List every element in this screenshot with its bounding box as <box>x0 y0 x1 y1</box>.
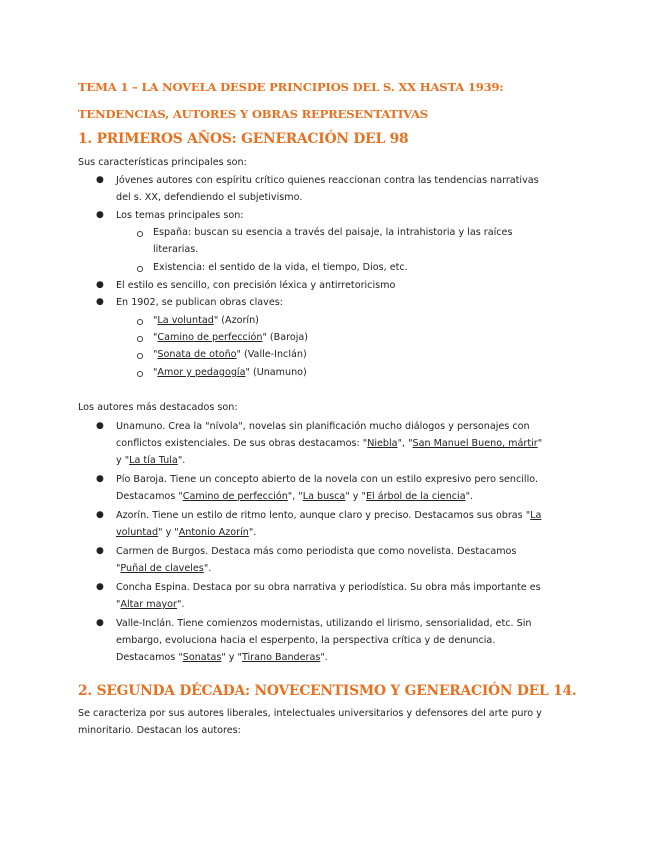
obra-title: Camino de perfección <box>157 332 263 343</box>
list-item-continuation <box>116 454 185 467</box>
obra-title: Sonata de otoño <box>157 349 237 360</box>
obra-author: (Baroja) <box>269 332 309 343</box>
obra-title: La tía Tula <box>129 455 178 466</box>
section-2-text: Se caracteriza por sus autores liberales, intelectuales universitarios y defensores del arte puro y <box>78 708 542 719</box>
obra-title: La busca <box>302 491 346 502</box>
bullet-icon: ● <box>96 421 104 431</box>
list-item-continuation: del s. XX, defendiendo el subjetivismo. <box>116 192 303 203</box>
autor-unamuno: Unamuno. Crea la "nívola", novelas sin planificación mucho diálogos y personajes con <box>116 421 530 432</box>
sub-bullet-icon <box>137 353 143 359</box>
text: ". <box>248 527 257 538</box>
sub-bullet-icon <box>137 231 143 237</box>
list-item-continuation <box>116 526 256 539</box>
obra-item: "Amor y pedagogía" (Unamuno) <box>153 367 307 378</box>
autor-baroja: Pío Baroja. Tiene un concepto abierto de la novela con un estilo expresivo pero sencillo. <box>116 474 538 485</box>
bullet-icon: ● <box>96 510 104 520</box>
text: ". <box>177 599 185 610</box>
obra-title: voluntad <box>116 527 159 538</box>
bullet-icon: ● <box>96 582 104 592</box>
obra-title: El árbol de la ciencia <box>365 491 466 502</box>
obra-title: Niebla <box>367 438 398 449</box>
obra-title: Sonatas <box>182 652 222 663</box>
obra-title: Amor y pedagogía <box>157 367 246 378</box>
autor-azorin <box>116 509 541 522</box>
autor-burgos: Carmen de Burgos. Destaca más como periodista que como novelista. Destacamos <box>116 546 517 557</box>
sub-bullet-icon <box>137 336 143 342</box>
sub-bullet-icon <box>137 371 143 377</box>
section-2-text-continuation: minoritario. Destacan los autores: <box>78 725 241 736</box>
autor-valle: Valle-Inclán. Tiene comienzos modernistas, utilizando el lirismo, sensorialidad, etc. Sin <box>116 618 532 629</box>
obra-author: (Azorín) <box>221 315 259 326</box>
sub-bullet-icon <box>137 266 143 272</box>
bullet-icon: ● <box>96 280 104 290</box>
bullet-icon: ● <box>96 175 104 185</box>
tema-heading: TEMA 1 – LA NOVELA DESDE PRINCIPIOS DEL S. XX HASTA 1939: <box>78 80 504 94</box>
text: Azorín. Tiene un estilo de ritmo lento, aunque claro y preciso. Destacamos sus obras " <box>116 510 531 521</box>
text: conflictos existenciales. De sus obras destacamos: " <box>116 438 368 449</box>
obra-title: Camino de perfección <box>182 491 288 502</box>
text: " y " <box>345 491 366 502</box>
obra-title: La voluntad <box>157 315 214 326</box>
obra-title: Puñal de claveles <box>120 563 204 574</box>
obra-title: Tirano Banderas <box>241 652 321 663</box>
section-1-intro: Sus características principales son: <box>78 157 247 168</box>
obra-author: (Unamuno) <box>252 367 307 378</box>
list-item: Los temas principales son: <box>116 210 244 221</box>
tendencias-heading: TENDENCIAS, AUTORES Y OBRAS REPRESENTATIVAS <box>78 107 428 121</box>
obra-author: (Valle-Inclán) <box>244 349 307 360</box>
list-item-continuation <box>116 598 184 611</box>
text: " <box>116 563 121 574</box>
list-item-continuation <box>116 651 328 664</box>
obra-title: San Manuel Bueno, mártir <box>412 438 538 449</box>
list-item-continuation: embargo, evoluciona hacia el esperpento, la perspectiva crítica y de denuncia. <box>116 635 496 646</box>
obra-title: Altar mayor <box>120 599 178 610</box>
autor-espina: Concha Espina. Destaca por su obra narrativa y periodística. Su obra más importante es <box>116 582 541 593</box>
autores-intro: Los autores más destacados son: <box>78 402 238 413</box>
bullet-icon: ● <box>96 546 104 556</box>
sub-list-item: Existencia: el sentido de la vida, el tiempo, Dios, etc. <box>153 262 408 273</box>
list-item-continuation <box>116 562 211 575</box>
section-1-heading: 1. PRIMEROS AÑOS: GENERACIÓN DEL 98 <box>78 131 409 147</box>
text: ". <box>177 455 186 466</box>
text: Destacamos " <box>116 491 183 502</box>
bullet-icon: ● <box>96 297 104 307</box>
text: " y " <box>221 652 242 663</box>
text: ". <box>203 563 212 574</box>
text: ". <box>465 491 474 502</box>
text: ", " <box>397 438 413 449</box>
list-item: Jóvenes autores con espíritu crítico quienes reaccionan contra las tendencias narrativas <box>116 175 539 186</box>
sub-bullet-icon <box>137 319 143 325</box>
bullet-icon: ● <box>96 618 104 628</box>
text: Destacamos " <box>116 652 183 663</box>
text: " y " <box>158 527 179 538</box>
text: ", " <box>287 491 303 502</box>
obra-item: "Camino de perfección" (Baroja) <box>153 332 309 343</box>
list-item-continuation <box>116 437 542 450</box>
obra-item: "La voluntad" (Azorín) <box>153 315 259 326</box>
obra-title: Antonio Azorín <box>178 527 249 538</box>
list-item: En 1902, se publican obras claves: <box>116 297 283 308</box>
sub-list-item: España: buscan su esencia a través del paisaje, la intrahistoria y las raíces <box>153 227 513 238</box>
list-item: El estilo es sencillo, con precisión léxica y antirretoricismo <box>116 280 396 291</box>
obra-item: "Sonata de otoño" (Valle-Inclán) <box>153 349 307 360</box>
text: " <box>116 599 121 610</box>
obra-title: La <box>530 510 542 521</box>
text: " <box>537 438 543 449</box>
section-2-heading: 2. SEGUNDA DÉCADA: NOVECENTISMO Y GENERACIÓN DEL 14. <box>78 683 577 699</box>
sub-list-item-continuation: literarias. <box>153 244 199 255</box>
text: ". <box>320 652 328 663</box>
list-item-continuation <box>116 490 473 503</box>
text: y " <box>116 455 130 466</box>
bullet-icon: ● <box>96 474 104 484</box>
bullet-icon: ● <box>96 210 104 220</box>
